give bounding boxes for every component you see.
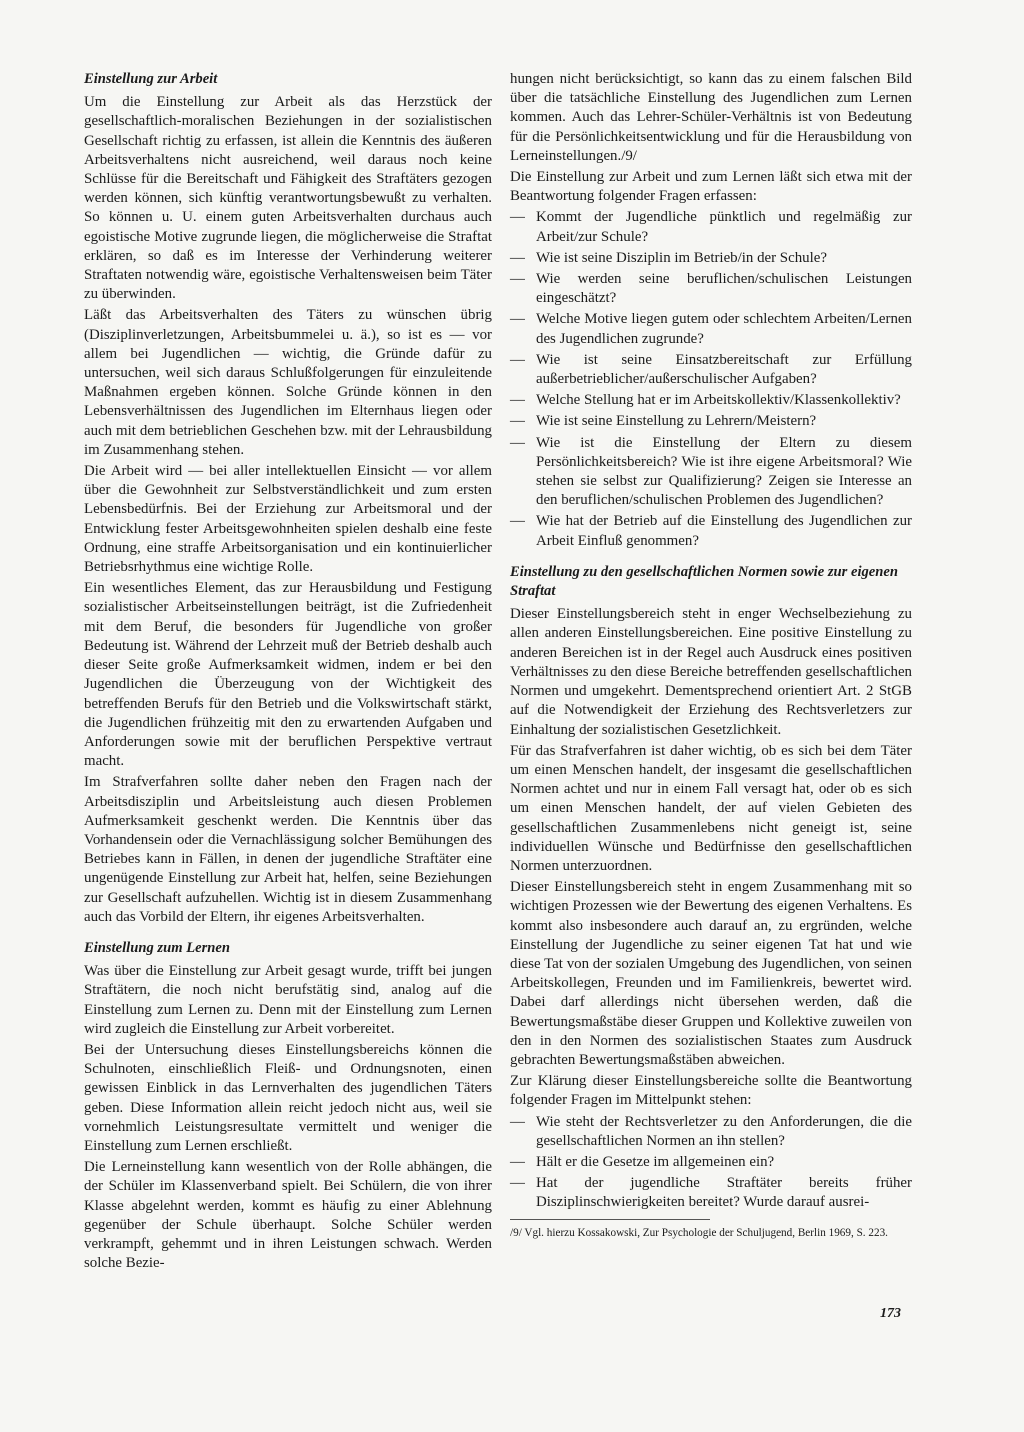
list-item: — Hält er die Gesetze im allgemeinen ein? [510,1153,912,1172]
list-item: — Hat der jugendliche Straftäter bereits früher Disziplinschwierigkeiten bereitet? Wurde darauf ausrei- [510,1175,912,1211]
left-column [84,70,492,1275]
paragraph: Ein wesentliches Element, das zur Herausbildung und Festigung sozialistischer Arbeitseinstellungen beiträgt, ist die Zufriedenheit mit dem Beruf, die besonders für Jugendliche von großer Bedeutung ist. Während der Lehrzeit muß der Betrieb deshalb auch dieser Seite große Aufmerksamkeit widmen, indem er bei den Jugendlichen die Überzeugung von der Wichtigkeit des betreffenden Berufs für den Betrieb und die Volkswirtschaft stärkt, die Jugendlichen frühzeitig mit den zu erwartenden Aufgaben und Anforderungen sowie mit der beruflichen Perspektive vertraut macht. [84,580,492,770]
paragraph: Dieser Einstellungsbereich steht in engem Zusammenhang mit so wichtigen Prozessen wie der Bewertung des eigenen Verhaltens. Es kommt also insbesondere auch darauf an, zu ergründen, welche Einstellung der Jugendliche zu seiner eigenen Tat hat und wie diese Tat von der sozialen Umgebung des Jugendlichen, von seinen Arbeitskollegen, Freunden und im Familienkreis, bewertet wird. Dabei darf allerdings nicht übersehen werden, daß die Bewertungsmaßstäbe dieser Gruppen und Kollektive zuweilen von den in den Normen des sozialistischen Staates zum Ausdruck gebrachten Bewertungsmaßstäben abweichen. [510,879,912,1068]
paragraph: Dieser Einstellungsbereich steht in enger Wechselbeziehung zu allen anderen Einstellungsbereichen. Eine positive Einstellung zu anderen Bereichen ist in der Regel auch Ausdruck eines positiven Verhältnisses zu den diese Bereiche betreffenden gesellschaftlichen Normen und umgekehrt. Dementsprechend orientiert Art. 2 StGB auf die Notwendigkeit der Erziehung des Rechtsverletzers zur Einhaltung der sozialistischen Gesetzlichkeit. [510,606,912,738]
dash-mark: — [510,1113,525,1130]
dash-mark: — [510,271,525,288]
page-number: 173 [880,1306,901,1321]
dash-mark: — [510,351,525,368]
dash-mark: — [510,392,525,409]
dash-mark: — [510,1153,525,1170]
list-item: — Wie werden seine beruflichen/schulischen Leistungen eingeschätzt? [510,271,912,307]
dash-mark: — [510,1175,525,1192]
question-list-1 [510,208,912,550]
list-item: — Wie ist seine Einsatzbereitschaft zur Erfüllung außerbetrieblicher/außerschulischer Aufgaben? [510,351,912,388]
list-item: — Wie ist seine Disziplin im Betrieb/in der Schule? [510,249,912,268]
dash-mark: — [510,249,525,266]
list-item: — Wie steht der Rechtsverletzer zu den Anforderungen, die die gesellschaftlichen Normen an ihn stellen? [510,1113,912,1149]
dash-mark: — [510,311,525,328]
paragraph: Die Arbeit wird — bei aller intellektuellen Einsicht — vor allem über die Gewohnheit zur Selbstverständlichkeit und zum ersten Lebensbedürfnis. Bei der Erziehung zur Arbeitsmoral und der Entwicklung fester Arbeitsgewohnheiten spielen deshalb eine feste Ordnung, eine straffe Arbeitsorganisation und ein kontinuierlicher Betriebsrhythmus eine wichtige Rolle. [84,463,492,576]
paragraph: Bei der Untersuchung dieses Einstellungsbereichs können die Schulnoten, einschließlich Fleiß- und Ordnungsnoten, einen gewissen Einblick in das Lernverhalten des jugendlichen Täters geben. Diese Information allein reicht jedoch nicht aus, weil sie vornehmlich Leistungsresultate vermittelt und weniger die Einstellung zum Lernen erschließt. [84,1041,492,1154]
list-item: — Wie ist die Einstellung der Eltern zu diesem Persönlichkeitsbereich? Wie ist ihre eigene Arbeitsmoral? Wie stehen sie selbst zur Qualifizierung? Zeigen sie Interesse an den beruflichen/schulischen Problemen des Jugendlichen? [510,434,912,509]
list-item: — Welche Stellung hat er im Arbeitskollektiv/Klassenkollektiv? [510,391,912,410]
paragraph: Zur Klärung dieser Einstellungsbereiche sollte die Beantwortung folgender Fragen im Mittelpunkt stehen: [510,1073,912,1109]
list-item: — Wie hat der Betrieb auf die Einstellung des Jugendlichen zur Arbeit Einfluß genommen? [510,513,912,549]
section-heading-arbeit: Einstellung zur Arbeit [84,71,218,87]
paragraph: Um die Einstellung zur Arbeit als das Herzstück der gesellschaftlich-moralischen Beziehungen in der sozialistischen Gesellschaft richtig zu erfassen, ist allein die Kenntnis des äußeren Arbeitsverhaltens nicht ausreichend, weil daraus noch keine Schlüsse für die Bereitschaft und Fähigkeit des Straftäters gezogen werden können, sich künftig verantwortungsbewußt zu verhalten. So können u. U. einem guten Arbeitsverhalten durchaus auch egoistische Motive zugrunde liegen, die möglicherweise die Straftat erklären, so daß es im Interesse der Verhinderung weiterer Straftaten notwendig wäre, egoistische Verhaltensweisen beim Täter zu überwinden. [84,94,492,303]
paragraph: Die Einstellung zur Arbeit und zum Lernen läßt sich etwa mit der Beantwortung folgender Fragen erfassen: [510,169,912,205]
paragraph: Was über die Einstellung zur Arbeit gesagt wurde, trifft bei jungen Straftätern, die noch nicht berufstätig sind, analog auf die Einstellung zum Lernen zu. Denn mit der Einstellung zum Lernen wird zugleich die Einstellung zur Arbeit vorbereitet. [84,963,492,1037]
paragraph: Die Lerneinstellung kann wesentlich von der Rolle abhängen, die der Schüler im Klassenverband spielt. Bei Schülern, die von ihrer Klasse abgelehnt werden, kommt es häufig zu einer Ablehnung gegenüber der Schule überhaupt. Solche Schüler werden verkrampft, gehemmt und in ihren Leistungen schwach. Werden solche Bezie- [84,1159,492,1272]
paragraph: Läßt das Arbeitsverhalten des Täters zu wünschen übrig (Disziplinverletzungen, Arbeitsbummelei u. ä.), so ist es — vor allem bei Jugendlichen — wichtig, die Gründe dafür zu untersuchen, weil sich daraus Schlußfolgerungen für einzuleitende Maßnahmen ergeben können. Solche Gründe können in den Lebensverhältnissen des Jugendlichen im Elternhaus liegen oder auch mit dem betrieblichen Geschehen bzw. mit der Lehrausbildung im Zusammenhang stehen. [84,307,492,458]
footnote-rule [510,1219,710,1220]
dash-mark: — [510,434,525,451]
dash-mark: — [510,413,525,430]
right-column [510,70,912,1242]
dash-mark: — [510,209,525,226]
question-list-2 [510,1113,912,1213]
list-item: — Kommt der Jugendliche pünktlich und regelmäßig zur Arbeit/zur Schule? [510,209,912,245]
footnote: /9/ Vgl. hierzu Kossakowski, Zur Psychologie der Schuljugend, Berlin 1969, S. 223. [510,1226,888,1239]
paragraph: hungen nicht berücksichtigt, so kann das zu einem falschen Bild über die tatsächliche Einstellung des Jugendlichen zum Lernen kommen. Auch das Lehrer-Schüler-Verhältnis ist von Bedeutung für die Persönlichkeitsentwicklung und für die Herausbildung von Lerneinstellungen./9/ [510,71,912,164]
section-heading-normen: Einstellung zu den gesellschaftlichen Normen sowie zur eigenen Straftat [510,563,898,600]
dash-mark: — [510,513,525,530]
paragraph: Im Strafverfahren sollte daher neben den Fragen nach der Arbeitsdisziplin und Arbeitsleistung auch diesen Problemen Aufmerksamkeit geschenkt werden. Die Kenntnis über das Vorhandensein oder die Vernachlässigung solcher Bemühungen des Betriebes kann in Fällen, in denen der jugendliche Straftäter eine ungenügende Einstellung zur Arbeit hat, helfen, seine Beziehungen zur Gesellschaft aufzuhellen. Wichtig ist in diesem Zusammenhang auch das Vorbild der Eltern, ihr eigenes Arbeitsverhalten. [84,774,492,925]
section-heading-lernen: Einstellung zum Lernen [84,939,230,956]
paragraph: Für das Strafverfahren ist daher wichtig, ob es sich bei dem Täter um einen Menschen handelt, der insgesamt die gesellschaftlichen Normen achtet und nur in einem Fall versagt hat, oder ob es sich um einen Menschen handelt, der auf vielen Gebieten des gesellschaftlichen Zusammenlebens nicht geneigt ist, seine individuellen Wünsche und Bedürfnisse den gesellschaftlichen Normen unterzuordnen. [510,742,912,874]
list-item: — Wie ist seine Einstellung zu Lehrern/Meistern? [510,412,912,431]
list-item: — Welche Motive liegen gutem oder schlechtem Arbeiten/Lernen des Jugendlichen zugrunde? [510,311,912,347]
